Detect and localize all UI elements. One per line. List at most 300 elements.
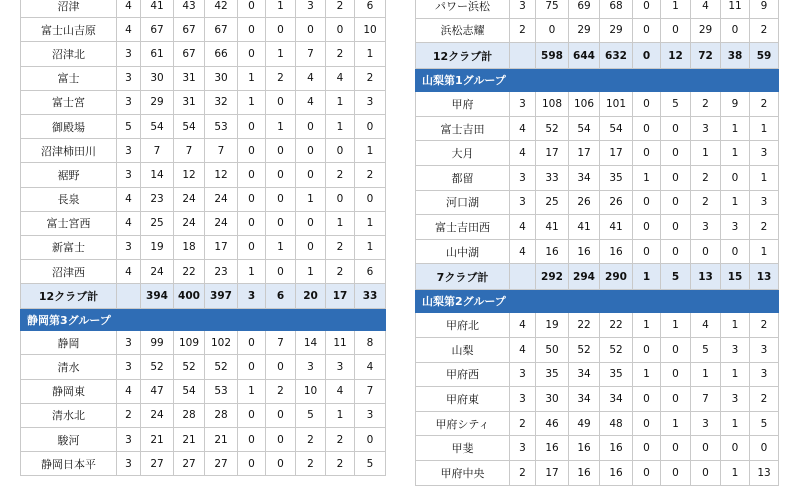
value-cell: 0 [633, 116, 661, 141]
club-name-cell: 静岡 [21, 331, 117, 355]
value-cell: 1 [355, 42, 386, 66]
value-cell: 52 [174, 355, 205, 379]
table-row [21, 66, 386, 90]
table-row [416, 165, 779, 190]
value-cell: 0 [266, 452, 296, 476]
value-cell: 28 [205, 403, 238, 427]
club-name-cell: 富士吉田 [416, 116, 510, 141]
value-cell: 4 [691, 313, 721, 338]
table-row [21, 428, 386, 452]
club-name-cell: 大月 [416, 141, 510, 166]
value-cell: 21 [205, 428, 238, 452]
value-cell: 3 [721, 337, 750, 362]
value-cell: 1 [661, 411, 691, 436]
value-cell: 34 [569, 165, 600, 190]
value-cell: 1 [691, 362, 721, 387]
value-cell: 0 [296, 211, 326, 235]
value-cell: 30 [141, 66, 174, 90]
value-cell: 27 [205, 452, 238, 476]
value-cell: 7 [141, 139, 174, 163]
table-row [416, 0, 779, 18]
value-cell: 2 [355, 163, 386, 187]
value-cell: 0 [661, 215, 691, 240]
value-cell: 102 [205, 331, 238, 355]
value-cell: 16 [536, 239, 569, 264]
total-label: 7クラブ計 [416, 264, 510, 290]
table-row [21, 403, 386, 427]
value-cell: 0 [238, 0, 266, 18]
value-cell: 3 [750, 141, 779, 166]
value-cell: 1 [326, 90, 355, 114]
value-cell: 0 [238, 452, 266, 476]
value-cell: 4 [691, 0, 721, 18]
value-cell: 0 [633, 215, 661, 240]
value-cell: 31 [174, 66, 205, 90]
table-row [416, 116, 779, 141]
value-cell: 19 [536, 313, 569, 338]
club-name-cell: 甲府北 [416, 313, 510, 338]
value-cell: 2 [750, 387, 779, 412]
value-cell: 29 [141, 90, 174, 114]
table-row [21, 18, 386, 42]
value-cell: 0 [661, 460, 691, 485]
value-cell: 67 [205, 18, 238, 42]
table-row [416, 239, 779, 264]
value-cell: 3 [750, 337, 779, 362]
value-cell: 29 [691, 18, 721, 43]
table-row [416, 215, 779, 240]
value-cell: 3 [296, 0, 326, 18]
value-cell: 54 [174, 114, 205, 138]
value-cell: 3 [510, 92, 536, 117]
value-cell: 294 [569, 264, 600, 290]
value-cell: 2 [326, 163, 355, 187]
value-cell: 22 [569, 313, 600, 338]
value-cell: 3 [691, 116, 721, 141]
value-cell: 0 [238, 235, 266, 259]
value-cell: 26 [569, 190, 600, 215]
value-cell: 109 [174, 331, 205, 355]
value-cell: 5 [661, 264, 691, 290]
value-cell: 0 [691, 239, 721, 264]
value-cell: 4 [117, 187, 141, 211]
value-cell: 0 [633, 0, 661, 18]
table-row [21, 187, 386, 211]
club-name-cell: 富士山吉原 [21, 18, 117, 42]
value-cell: 16 [569, 436, 600, 461]
value-cell: 14 [141, 163, 174, 187]
value-cell: 1 [691, 141, 721, 166]
value-cell: 6 [355, 0, 386, 18]
value-cell: 1 [326, 211, 355, 235]
value-cell: 0 [296, 235, 326, 259]
value-cell: 1 [633, 165, 661, 190]
table-row [416, 362, 779, 387]
value-cell: 14 [296, 331, 326, 355]
value-cell: 23 [205, 260, 238, 284]
value-cell: 7 [205, 139, 238, 163]
value-cell: 9 [750, 0, 779, 18]
value-cell [117, 284, 141, 309]
value-cell: 99 [141, 331, 174, 355]
value-cell: 67 [174, 18, 205, 42]
value-cell: 0 [633, 141, 661, 166]
value-cell: 3 [117, 235, 141, 259]
value-cell: 598 [536, 43, 569, 69]
value-cell: 0 [266, 187, 296, 211]
club-name-cell: 甲斐 [416, 436, 510, 461]
value-cell: 4 [510, 313, 536, 338]
value-cell: 3 [510, 165, 536, 190]
club-name-cell: 裾野 [21, 163, 117, 187]
table-row [21, 379, 386, 403]
value-cell: 0 [326, 18, 355, 42]
value-cell: 1 [238, 260, 266, 284]
value-cell: 0 [721, 239, 750, 264]
value-cell: 1 [266, 114, 296, 138]
value-cell: 2 [266, 379, 296, 403]
value-cell: 17 [326, 284, 355, 309]
value-cell: 30 [536, 387, 569, 412]
value-cell: 7 [174, 139, 205, 163]
value-cell: 23 [141, 187, 174, 211]
value-cell: 1 [266, 235, 296, 259]
club-name-cell: 浜松志耀 [416, 18, 510, 43]
value-cell: 15 [721, 264, 750, 290]
value-cell: 0 [238, 114, 266, 138]
value-cell: 5 [750, 411, 779, 436]
value-cell: 3 [750, 190, 779, 215]
value-cell: 3 [117, 66, 141, 90]
value-cell: 48 [600, 411, 633, 436]
value-cell: 2 [750, 18, 779, 43]
value-cell: 2 [266, 66, 296, 90]
club-name-cell: 清水北 [21, 403, 117, 427]
value-cell: 18 [174, 235, 205, 259]
value-cell: 1 [296, 187, 326, 211]
value-cell: 29 [600, 18, 633, 43]
value-cell: 2 [750, 215, 779, 240]
value-cell: 4 [296, 90, 326, 114]
value-cell: 2 [691, 190, 721, 215]
value-cell: 21 [141, 428, 174, 452]
value-cell: 35 [600, 362, 633, 387]
value-cell: 3 [326, 355, 355, 379]
value-cell: 0 [661, 362, 691, 387]
value-cell: 26 [600, 190, 633, 215]
value-cell: 0 [721, 18, 750, 43]
value-cell: 3 [117, 139, 141, 163]
value-cell: 4 [117, 18, 141, 42]
table-row [416, 92, 779, 117]
value-cell: 2 [326, 235, 355, 259]
value-cell: 2 [296, 452, 326, 476]
value-cell: 13 [691, 264, 721, 290]
value-cell: 1 [721, 190, 750, 215]
value-cell: 67 [141, 18, 174, 42]
value-cell: 106 [569, 92, 600, 117]
value-cell: 52 [536, 116, 569, 141]
value-cell: 32 [205, 90, 238, 114]
value-cell: 0 [633, 460, 661, 485]
value-cell: 1 [721, 362, 750, 387]
value-cell: 16 [600, 239, 633, 264]
value-cell: 3 [721, 387, 750, 412]
value-cell: 0 [633, 43, 661, 69]
value-cell: 34 [569, 362, 600, 387]
value-cell: 20 [296, 284, 326, 309]
table-row [416, 460, 779, 485]
value-cell: 3 [117, 331, 141, 355]
value-cell: 1 [326, 114, 355, 138]
total-row [416, 43, 779, 69]
value-cell: 7 [691, 387, 721, 412]
value-cell: 1 [355, 139, 386, 163]
value-cell: 3 [691, 411, 721, 436]
value-cell: 0 [355, 114, 386, 138]
value-cell: 22 [174, 260, 205, 284]
value-cell: 3 [117, 355, 141, 379]
value-cell: 3 [117, 163, 141, 187]
total-row [21, 284, 386, 309]
group-header-label: 山梨第2グループ [416, 290, 779, 313]
value-cell: 3 [510, 436, 536, 461]
club-name-cell: 静岡日本平 [21, 452, 117, 476]
value-cell: 4 [117, 260, 141, 284]
group-header-row [416, 69, 779, 92]
value-cell: 0 [238, 163, 266, 187]
value-cell: 1 [238, 379, 266, 403]
value-cell: 24 [174, 211, 205, 235]
value-cell: 4 [326, 379, 355, 403]
value-cell: 16 [569, 239, 600, 264]
table-row [21, 90, 386, 114]
value-cell: 1 [238, 66, 266, 90]
value-cell: 27 [174, 452, 205, 476]
table-row [416, 141, 779, 166]
value-cell: 29 [569, 18, 600, 43]
value-cell: 13 [750, 264, 779, 290]
value-cell: 53 [205, 114, 238, 138]
value-cell: 46 [536, 411, 569, 436]
value-cell: 1 [238, 90, 266, 114]
value-cell: 7 [266, 331, 296, 355]
value-cell: 27 [141, 452, 174, 476]
value-cell: 0 [691, 436, 721, 461]
value-cell: 2 [355, 66, 386, 90]
value-cell: 24 [141, 403, 174, 427]
value-cell: 0 [326, 139, 355, 163]
value-cell: 42 [205, 0, 238, 18]
value-cell: 72 [691, 43, 721, 69]
group-header-label: 静岡第3グループ [21, 309, 386, 331]
table-row [416, 313, 779, 338]
value-cell: 4 [510, 239, 536, 264]
total-label: 12クラブ計 [416, 43, 510, 69]
value-cell: 3 [510, 0, 536, 18]
value-cell: 0 [633, 239, 661, 264]
value-cell: 4 [296, 66, 326, 90]
value-cell: 0 [661, 165, 691, 190]
value-cell: 1 [326, 403, 355, 427]
value-cell: 4 [510, 116, 536, 141]
value-cell: 1 [721, 411, 750, 436]
value-cell: 0 [238, 139, 266, 163]
value-cell: 0 [266, 163, 296, 187]
value-cell: 3 [117, 42, 141, 66]
value-cell: 0 [238, 187, 266, 211]
value-cell: 4 [510, 215, 536, 240]
value-cell: 1 [355, 235, 386, 259]
value-cell: 3 [117, 452, 141, 476]
value-cell: 3 [355, 90, 386, 114]
table-row [21, 260, 386, 284]
value-cell: 0 [266, 18, 296, 42]
value-cell: 400 [174, 284, 205, 309]
table-row [21, 355, 386, 379]
club-name-cell: 山梨 [416, 337, 510, 362]
value-cell: 0 [661, 116, 691, 141]
value-cell: 33 [536, 165, 569, 190]
value-cell: 2 [326, 452, 355, 476]
value-cell: 0 [238, 428, 266, 452]
value-cell: 2 [750, 313, 779, 338]
value-cell: 52 [205, 355, 238, 379]
table-row [21, 235, 386, 259]
value-cell: 38 [721, 43, 750, 69]
value-cell: 0 [266, 90, 296, 114]
total-row [416, 264, 779, 290]
value-cell: 52 [141, 355, 174, 379]
value-cell: 0 [296, 139, 326, 163]
value-cell: 4 [117, 379, 141, 403]
value-cell: 24 [141, 260, 174, 284]
value-cell: 4 [510, 141, 536, 166]
table-row [416, 387, 779, 412]
club-name-cell: 富士 [21, 66, 117, 90]
value-cell: 52 [600, 337, 633, 362]
value-cell: 12 [174, 163, 205, 187]
value-cell: 69 [569, 0, 600, 18]
value-cell: 1 [721, 141, 750, 166]
value-cell: 16 [569, 460, 600, 485]
club-name-cell: 富士吉田西 [416, 215, 510, 240]
value-cell: 13 [750, 460, 779, 485]
value-cell: 3 [691, 215, 721, 240]
value-cell: 0 [661, 337, 691, 362]
value-cell: 5 [296, 403, 326, 427]
value-cell: 1 [750, 116, 779, 141]
value-cell: 0 [266, 139, 296, 163]
value-cell: 0 [661, 141, 691, 166]
value-cell: 3 [510, 190, 536, 215]
value-cell: 16 [600, 436, 633, 461]
value-cell: 17 [600, 141, 633, 166]
value-cell: 4 [326, 66, 355, 90]
value-cell: 0 [326, 187, 355, 211]
value-cell: 0 [238, 355, 266, 379]
value-cell: 17 [536, 460, 569, 485]
value-cell: 16 [600, 460, 633, 485]
value-cell: 0 [296, 163, 326, 187]
value-cell: 292 [536, 264, 569, 290]
value-cell: 54 [569, 116, 600, 141]
value-cell: 25 [141, 211, 174, 235]
table-row [416, 411, 779, 436]
value-cell: 3 [355, 403, 386, 427]
value-cell: 0 [238, 18, 266, 42]
value-cell: 2 [510, 18, 536, 43]
value-cell: 11 [326, 331, 355, 355]
club-name-cell: 清水 [21, 355, 117, 379]
value-cell: 19 [141, 235, 174, 259]
value-cell: 0 [238, 211, 266, 235]
value-cell: 1 [633, 313, 661, 338]
value-cell: 0 [633, 411, 661, 436]
value-cell: 0 [661, 18, 691, 43]
value-cell: 25 [536, 190, 569, 215]
table-row [21, 139, 386, 163]
value-cell: 0 [633, 92, 661, 117]
value-cell: 61 [141, 42, 174, 66]
value-cell: 3 [750, 362, 779, 387]
club-name-cell: 御殿場 [21, 114, 117, 138]
value-cell: 2 [117, 403, 141, 427]
table-row [21, 114, 386, 138]
table-row [21, 0, 386, 18]
value-cell: 0 [661, 436, 691, 461]
club-name-cell: 甲府中央 [416, 460, 510, 485]
value-cell: 41 [141, 0, 174, 18]
table-row [21, 452, 386, 476]
value-cell: 0 [536, 18, 569, 43]
value-cell: 2 [326, 428, 355, 452]
club-name-cell: 富士宮西 [21, 211, 117, 235]
value-cell: 43 [174, 0, 205, 18]
value-cell: 4 [355, 355, 386, 379]
table-row [21, 211, 386, 235]
value-cell: 2 [510, 460, 536, 485]
value-cell: 33 [355, 284, 386, 309]
value-cell: 34 [600, 387, 633, 412]
value-cell: 5 [661, 92, 691, 117]
value-cell: 68 [600, 0, 633, 18]
total-label: 12クラブ計 [21, 284, 117, 309]
value-cell: 0 [721, 436, 750, 461]
club-name-cell: 沼津西 [21, 260, 117, 284]
value-cell: 290 [600, 264, 633, 290]
value-cell: 108 [536, 92, 569, 117]
value-cell: 1 [296, 260, 326, 284]
value-cell: 17 [536, 141, 569, 166]
value-cell: 2 [691, 92, 721, 117]
value-cell: 5 [355, 452, 386, 476]
table-row [416, 18, 779, 43]
value-cell: 2 [510, 411, 536, 436]
club-name-cell: パワー浜松 [416, 0, 510, 18]
value-cell: 22 [600, 313, 633, 338]
value-cell: 4 [117, 211, 141, 235]
value-cell: 2 [326, 0, 355, 18]
right-club-table [415, 0, 779, 486]
value-cell: 1 [266, 0, 296, 18]
value-cell: 1 [750, 165, 779, 190]
value-cell: 0 [238, 331, 266, 355]
club-name-cell: 静岡東 [21, 379, 117, 403]
value-cell: 1 [266, 42, 296, 66]
left-club-table [20, 0, 386, 476]
club-name-cell: 山中湖 [416, 239, 510, 264]
